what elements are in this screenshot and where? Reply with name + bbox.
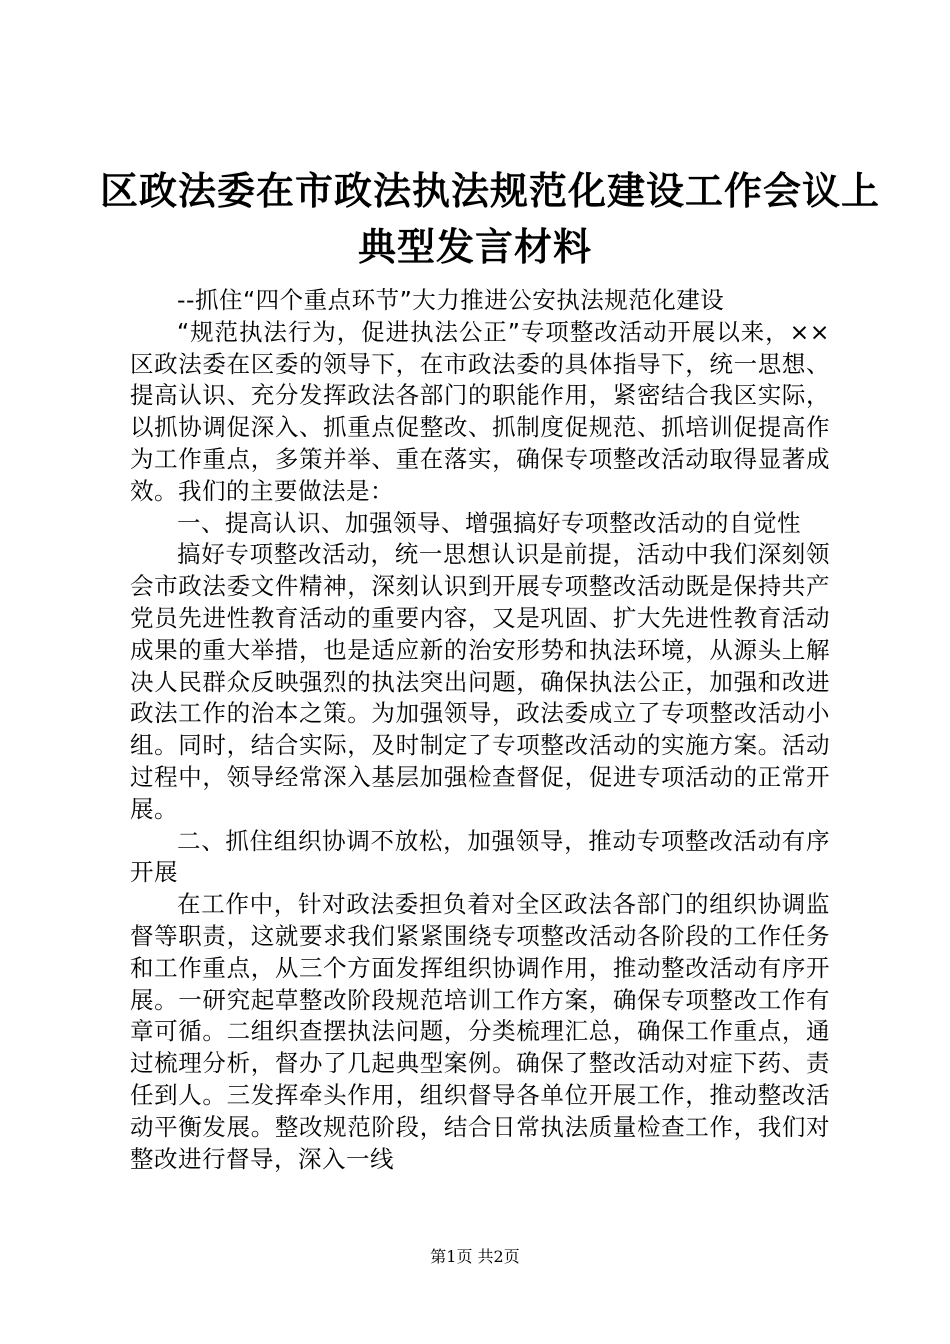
paragraph-section-2: 在工作中，针对政法委担负着对全区政法各部门的组织协调监督等职责，这就要求我们紧紧围绕专项整改活动各阶段的工作任务和工作重点，从三个方面发挥组织协调作用，推动整改活动有序开展。一研究起草整改阶段规范培训工作方案，确保专项整改工作有章可循。二组织查摆执法问题，分类梳理汇总，确保工作重点，通过梳理分析，督办了几起典型案例。确保了整改活动对症下药、责任到人。三发挥牵头作用，组织督导各单位开展工作，推动整改活动平衡发展。整改规范阶段，结合日常执法质量检查工作，我们对整改进行督导，深入一线 — [130, 890, 830, 1173]
document-subtitle: --抓住“四个重点环节”大力推进公安执法规范化建设 — [177, 286, 725, 314]
document-body — [130, 285, 830, 1175]
paragraph-section-1: 搞好专项整改活动，统一思想认识是前提，活动中我们深刻领会市政法委文件精神，深刻认识到开展专项整改活动既是保持共产党员先进性教育活动的重要内容，又是巩固、扩大先进性教育活动成果的重大举措，也是适应新的治安形势和执法环境，从源头上解决人民群众反映强烈的执法突出问题，确保执法公正，加强和改进政法工作的治本之策。为加强领导，政法委成立了专项整改活动小组。同时，结合实际，及时制定了专项整改活动的实施方案。活动过程中，领导经常深入基层加强检查督促，促进专项活动的正常开展。 — [130, 540, 830, 823]
paragraph-intro: “规范执法行为，促进执法公正”专项整改活动开展以来，××区政法委在区委的领导下，在市政法委的具体指导下，统一思想、提高认识、充分发挥政法各部门的职能作用，紧密结合我区实际，以抓协调促深入、抓重点促整改、抓制度促规范、抓培训促提高作为工作重点，多策并举、重在落实，确保专项整改活动取得显著成效。我们的主要做法是： — [130, 317, 830, 505]
document-title-line-2: 典型发言材料 — [357, 224, 592, 269]
section-heading-1: 一、提高认识、加强领导、增强搞好专项整改活动的自觉性 — [177, 508, 801, 537]
section-heading-2: 二、抓住组织协调不放松，加强领导，推动专项整改活动有序开展 — [130, 826, 830, 887]
document-title-line-1: 区政法委在市政法执法规范化建设工作会议上 — [100, 168, 881, 213]
page-footer: 第1页 共2页 — [430, 1247, 520, 1266]
